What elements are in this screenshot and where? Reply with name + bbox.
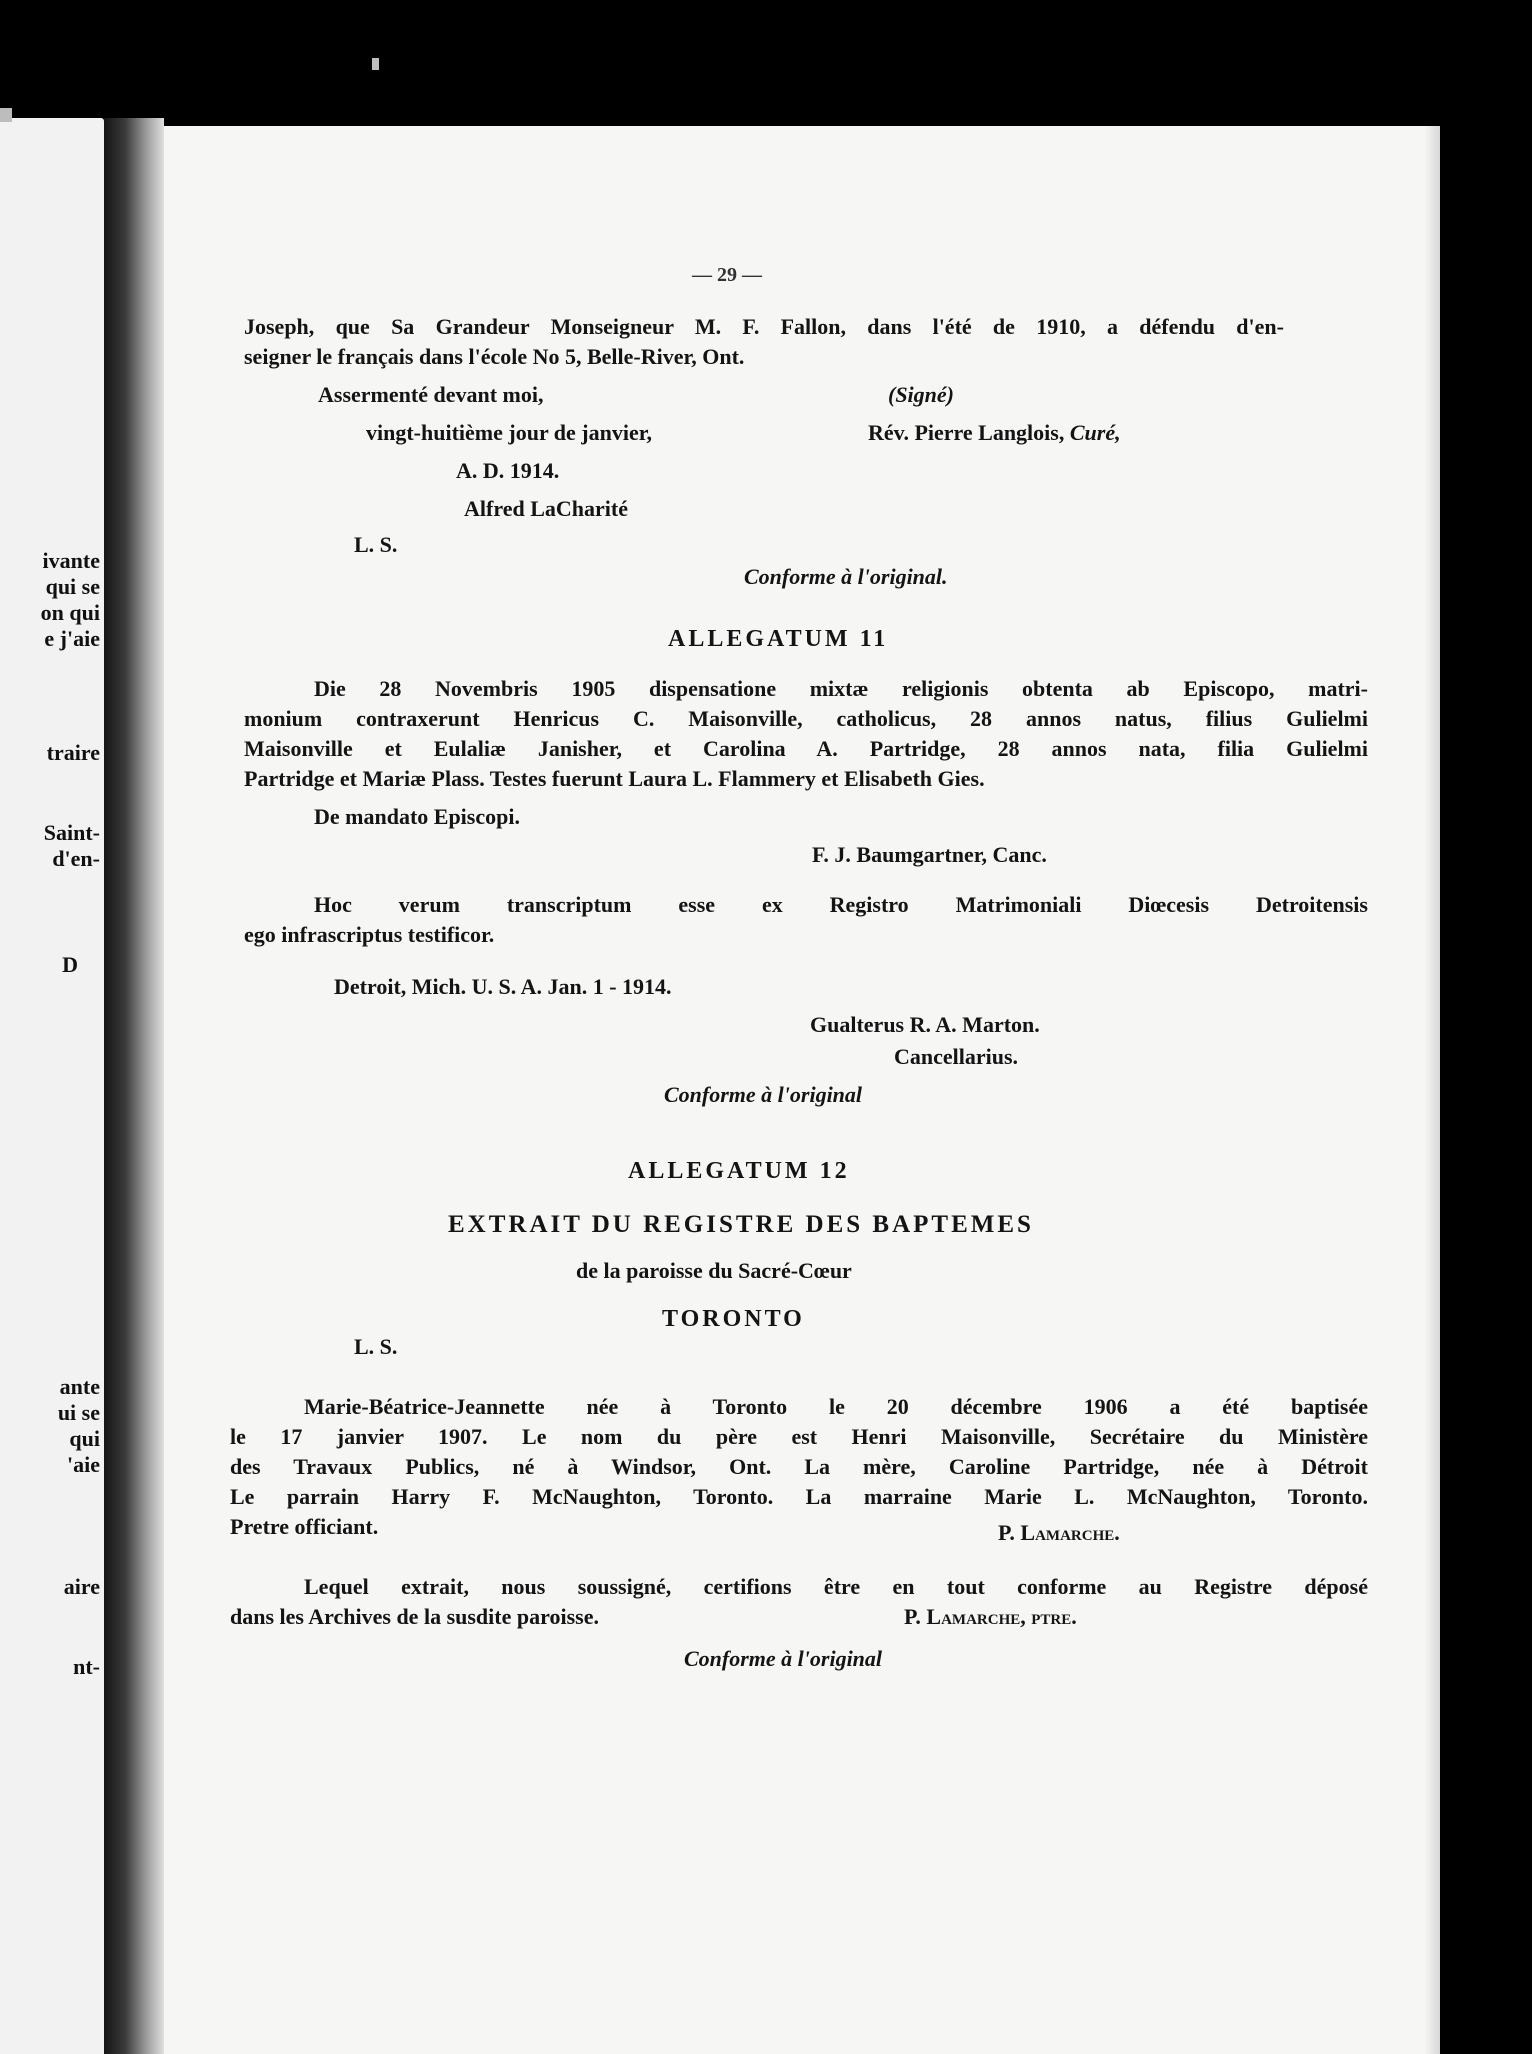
body-line: des Travaux Publics, né à Windsor, Ont. La mère, Caroline Partridge, née à Détroit — [230, 1454, 1368, 1479]
conform-note: Conforme à l'original. — [744, 564, 948, 589]
seal-ls: L. S. — [354, 1334, 398, 1359]
body-line: ego infrascriptus testificor. — [244, 922, 495, 947]
film-speck — [0, 108, 12, 122]
conform-note: Conforme à l'original — [664, 1082, 863, 1107]
signer-name — [868, 418, 1121, 448]
body-line: Pretre officiant. — [230, 1514, 379, 1539]
fragment-text: qui se — [45, 574, 100, 599]
body-line: Die 28 Novembris 1905 dispensatione mixtæ religionis obtenta ab Episcopo, matri- — [314, 676, 1368, 701]
extract-title: EXTRAIT DU REGISTRE DES BAPTEMES — [448, 1211, 1034, 1238]
allegatum-11-heading: ALLEGATUM 11 — [668, 626, 889, 652]
book-gutter — [104, 118, 164, 2054]
body-line: seigner le français dans l'école No 5, Belle-River, Ont. — [244, 344, 745, 369]
commissioner-name: Alfred LaCharité — [464, 496, 628, 521]
place-date: Detroit, Mich. U. S. A. Jan. 1 - 1914. — [334, 974, 672, 999]
fragment-text: 'aie — [67, 1452, 100, 1477]
signer-name-text: Rév. Pierre Langlois, — [868, 420, 1065, 445]
fragment-text: aire — [63, 1574, 100, 1599]
signed-mark: (Signé) — [888, 382, 954, 407]
fragment-text: ui se — [57, 1400, 100, 1425]
body-line: Le parrain Harry F. McNaughton, Toronto. La marraine Marie L. McNaughton, Toronto. — [230, 1484, 1368, 1509]
signer-title: Curé, — [1069, 420, 1121, 445]
oath-sworn-before: Assermenté devant moi, — [318, 382, 544, 407]
fragment-text: ante — [59, 1374, 100, 1399]
fragment-text: qui — [69, 1426, 100, 1451]
city-heading: TORONTO — [662, 1306, 805, 1332]
page-number: — 29 — — [692, 264, 762, 286]
document-page — [164, 126, 1440, 2054]
chancellery-signer: F. J. Baumgartner, Canc. — [812, 842, 1047, 867]
body-line: Lequel extrait, nous soussigné, certifions être en tout conforme au Registre déposé — [304, 1574, 1368, 1599]
fragment-text: Saint- — [43, 820, 100, 845]
body-line: Joseph, que Sa Grandeur Monseigneur M. F. Fallon, dans l'été de 1910, a défendu d'en- — [244, 314, 1284, 339]
parish-line: de la paroisse du Sacré-Cœur — [576, 1258, 852, 1283]
body-line: monium contraxerunt Henricus C. Maisonville, catholicus, 28 annos natus, filius Gulielmi — [244, 706, 1368, 731]
body-line: Hoc verum transcriptum esse ex Registro Matrimoniali Diœcesis Detroitensis — [314, 892, 1368, 917]
officiant-signature: P. Lamarche. — [998, 1520, 1120, 1545]
certify-signer: P. Lamarche, ptre. — [904, 1604, 1077, 1629]
allegatum-12-heading: ALLEGATUM 12 — [628, 1158, 850, 1184]
conform-note: Conforme à l'original — [684, 1646, 883, 1671]
mandate-line: De mandato Episcopi. — [314, 804, 520, 829]
film-speck — [372, 58, 379, 70]
oath-year: A. D. 1914. — [456, 458, 560, 483]
fragment-text: nt- — [73, 1654, 100, 1679]
fragment-text: e j'aie — [44, 626, 100, 651]
body-line: Partridge et Mariæ Plass. Testes fuerunt Laura L. Flammery et Elisabeth Gies. — [244, 766, 985, 791]
fragment-text: on qui — [40, 600, 100, 625]
fragment-text: D — [62, 952, 78, 977]
oath-day: vingt-huitième jour de janvier, — [366, 420, 652, 445]
body-line: le 17 janvier 1907. Le nom du père est Henri Maisonville, Secrétaire du Ministère — [230, 1424, 1368, 1449]
body-line: Marie-Béatrice-Jeannette née à Toronto le 20 décembre 1906 a été baptisée — [304, 1394, 1368, 1419]
body-line: dans les Archives de la susdite paroisse. — [230, 1604, 599, 1629]
chancellor-title: Cancellarius. — [894, 1044, 1019, 1069]
body-line: Maisonville et Eulaliæ Janisher, et Carolina A. Partridge, 28 annos nata, filia Gulielmi — [244, 736, 1368, 761]
fragment-text: traire — [46, 740, 100, 765]
previous-page-fragment — [0, 118, 104, 2054]
page-edge — [1424, 126, 1440, 2054]
chancellor-name: Gualterus R. A. Marton. — [810, 1012, 1040, 1037]
fragment-text: ivante — [42, 548, 100, 573]
fragment-text: d'en- — [52, 846, 100, 871]
seal-ls: L. S. — [354, 532, 398, 557]
